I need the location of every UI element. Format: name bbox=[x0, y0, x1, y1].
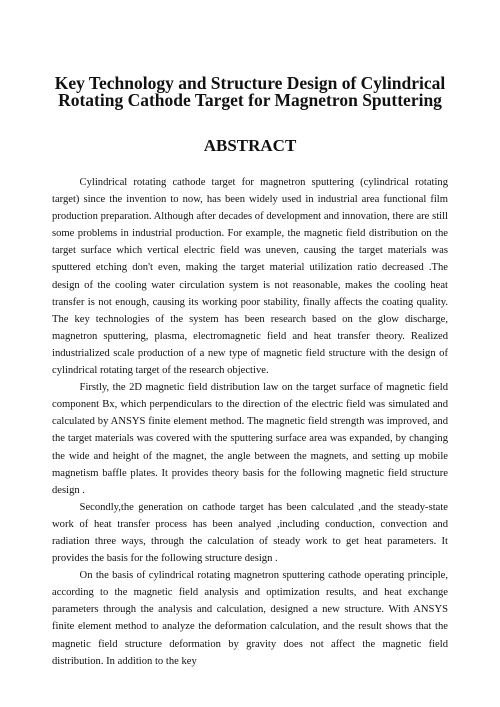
abstract-paragraph-4: On the basis of cylindrical rotating magnetron sputtering cathode operating principle, according to the magnetic field analysis and optimization results, and heat exchange parameters through the analysis and calculation, designed a new structure. With ANSYS finite element method to analyze the deformation calculation, and the result shows that the magnetic field structure deformation by gravity does not affect the magnetic field distribution. In addition to the key bbox=[52, 570, 448, 667]
paper-title-line-1: Key Technology and Structure Design of Cylindrical bbox=[54, 73, 446, 93]
abstract-paragraph-3: Secondly,the generation on cathode target has been calculated ,and the steady-state work of heat transfer process has been analyed ,including conduction, convection and radiation three ways, through the calculation of steady work to get heat parameters. It provides the basis for the following structure design . bbox=[52, 501, 448, 565]
abstract-paragraph-1: Cylindrical rotating cathode target for magnetron sputtering (cylindrical rotating target) since the invention to now, has been widely used in industrial area functional film production preparation. Although after decades of development and innovation, there are still some problems in industrial production. For example, the magnetic field distribution on the target surface which vertical electric field was uneven, causing the target materials was sputtered etching don't even, making the target material utilization ratio decreased .The design of the cooling water circulation system is not reasonable, makes the cooling heat transfer is not enough, causing its working poor stability, finally affects the coating quality. The key technologies of the system has been research based on the glow discharge, magnetron sputtering, plasma, electromagnetic field and heat transfer theory. Realized industrialized scale production of a new type of magnetic field structure with the design of cylindrical rotating target of the research objective. bbox=[52, 177, 448, 377]
abstract-paragraph-2: Firstly, the 2D magnetic field distribution law on the target surface of magnetic field component Bx, which perpendiculars to the direction of the electric field was simulated and calculated by ANSYS finite element method. The magnetic field strength was improved, and the target materials was covered with the sputtering surface area was expanded, by changing the wide and height of the magnet, the angle between the magnets, and setting up mobile magnetism baffle plates. It provides theory basis for the following magnetic field structure design . bbox=[52, 382, 448, 496]
abstract-heading: ABSTRACT bbox=[203, 136, 297, 155]
paper-title-line-2: Rotating Cathode Target for Magnetron Sputtering bbox=[58, 90, 442, 110]
paper-title bbox=[52, 75, 448, 109]
